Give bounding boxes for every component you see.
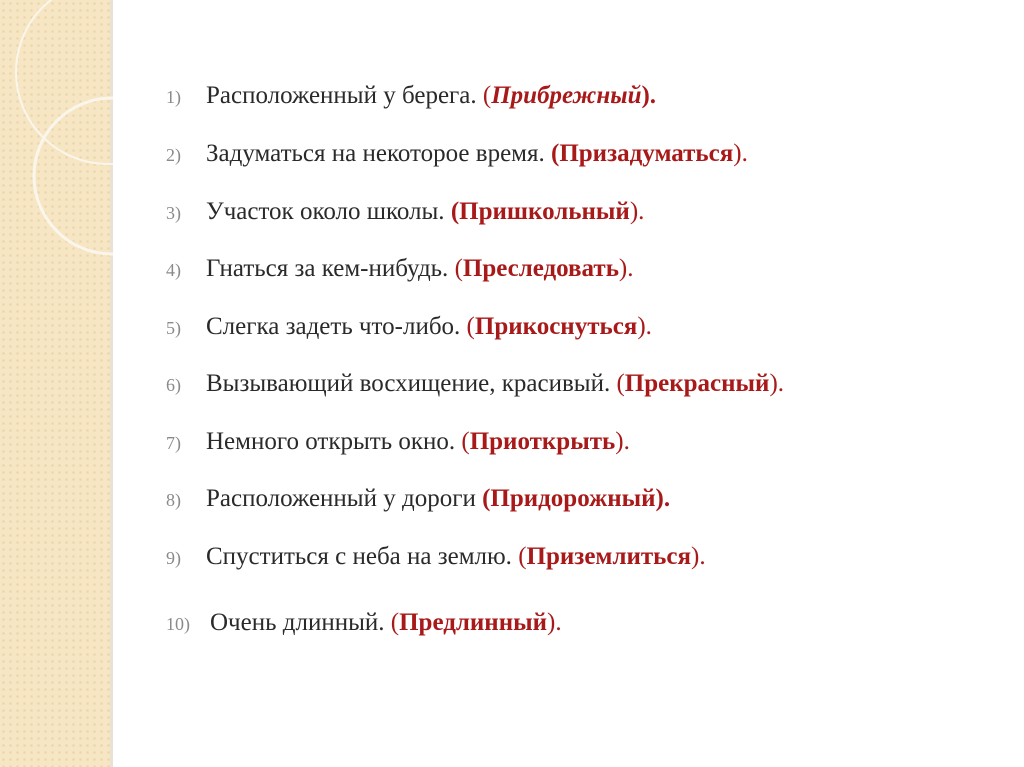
list-item <box>166 140 748 168</box>
paren-open: ( <box>610 370 625 397</box>
item-question: Слегка задеть что-либо. <box>206 313 461 340</box>
item-text <box>210 609 562 637</box>
paren-close: ). <box>655 485 671 512</box>
item-number: 5) <box>166 318 181 338</box>
paren-open: ( <box>448 255 463 282</box>
item-answer: Предлинный <box>399 609 548 636</box>
list-item <box>166 255 634 283</box>
paren-close: ). <box>629 198 645 225</box>
item-number: 2) <box>166 145 181 165</box>
item-answer: Призадуматься <box>559 140 734 167</box>
list-item <box>166 313 652 341</box>
list-item <box>166 428 630 456</box>
item-text <box>206 370 784 398</box>
paren-close: ). <box>691 543 706 570</box>
item-question: Вызывающий восхищение, красивый. <box>206 370 611 397</box>
item-answer: Приземлиться <box>526 543 691 570</box>
item-number: 10) <box>166 614 190 634</box>
paren-close: ). <box>769 370 785 397</box>
item-text <box>206 140 748 168</box>
paren-close: ). <box>641 82 657 109</box>
item-text <box>206 255 634 283</box>
item-text <box>206 313 652 341</box>
paren-close: ). <box>618 255 634 282</box>
decorative-circles <box>0 0 113 767</box>
paren-open: ( <box>511 543 527 570</box>
list-item <box>166 543 706 571</box>
item-question: Спуститься с неба на землю. <box>206 543 512 570</box>
item-text <box>206 485 670 513</box>
list-item <box>166 485 670 513</box>
list-item <box>166 370 784 398</box>
item-text <box>206 543 706 571</box>
item-answer: Придорожный <box>490 485 656 512</box>
item-number: 6) <box>166 375 181 395</box>
item-number: 8) <box>166 490 181 510</box>
item-question: Немного открыть окно. <box>206 428 456 455</box>
item-number: 9) <box>166 548 181 568</box>
item-question: Очень длинный. <box>210 609 385 636</box>
paren-open: ( <box>384 609 400 636</box>
list-item <box>166 609 562 637</box>
item-text <box>206 198 644 226</box>
item-text <box>206 82 656 110</box>
decorative-circle-small <box>34 98 113 254</box>
item-question: Задуматься на некоторое время. <box>206 140 545 167</box>
item-question: Гнаться за кем-нибудь. <box>206 255 449 282</box>
item-answer: Прекрасный <box>624 370 770 397</box>
paren-open: ( <box>476 82 492 109</box>
item-text <box>206 428 630 456</box>
paren-open: ( <box>460 313 475 340</box>
paren-close: ). <box>615 428 630 455</box>
paren-open: ( <box>455 428 470 455</box>
item-number: 4) <box>166 260 181 280</box>
list-item <box>166 82 656 110</box>
paren-close: ). <box>637 313 652 340</box>
item-answer: Прибрежный <box>491 82 642 109</box>
item-answer: Преследовать <box>462 255 619 282</box>
item-answer: Прикоснуться <box>474 313 638 340</box>
list-item <box>166 198 644 226</box>
item-number: 1) <box>166 87 181 107</box>
paren-open: ( <box>444 198 460 225</box>
paren-open: ( <box>475 485 491 512</box>
paren-close: ). <box>733 140 748 167</box>
item-number: 3) <box>166 203 181 223</box>
item-answer: Пришкольный <box>459 198 630 225</box>
item-question: Расположенный у дороги <box>206 485 476 512</box>
item-number: 7) <box>166 433 181 453</box>
item-question: Участок около школы. <box>206 198 445 225</box>
item-question: Расположенный у берега. <box>206 82 477 109</box>
paren-open: ( <box>544 140 560 167</box>
item-answer: Приоткрыть <box>469 428 616 455</box>
decorative-circle-large <box>16 0 113 164</box>
paren-close: ). <box>547 609 562 636</box>
